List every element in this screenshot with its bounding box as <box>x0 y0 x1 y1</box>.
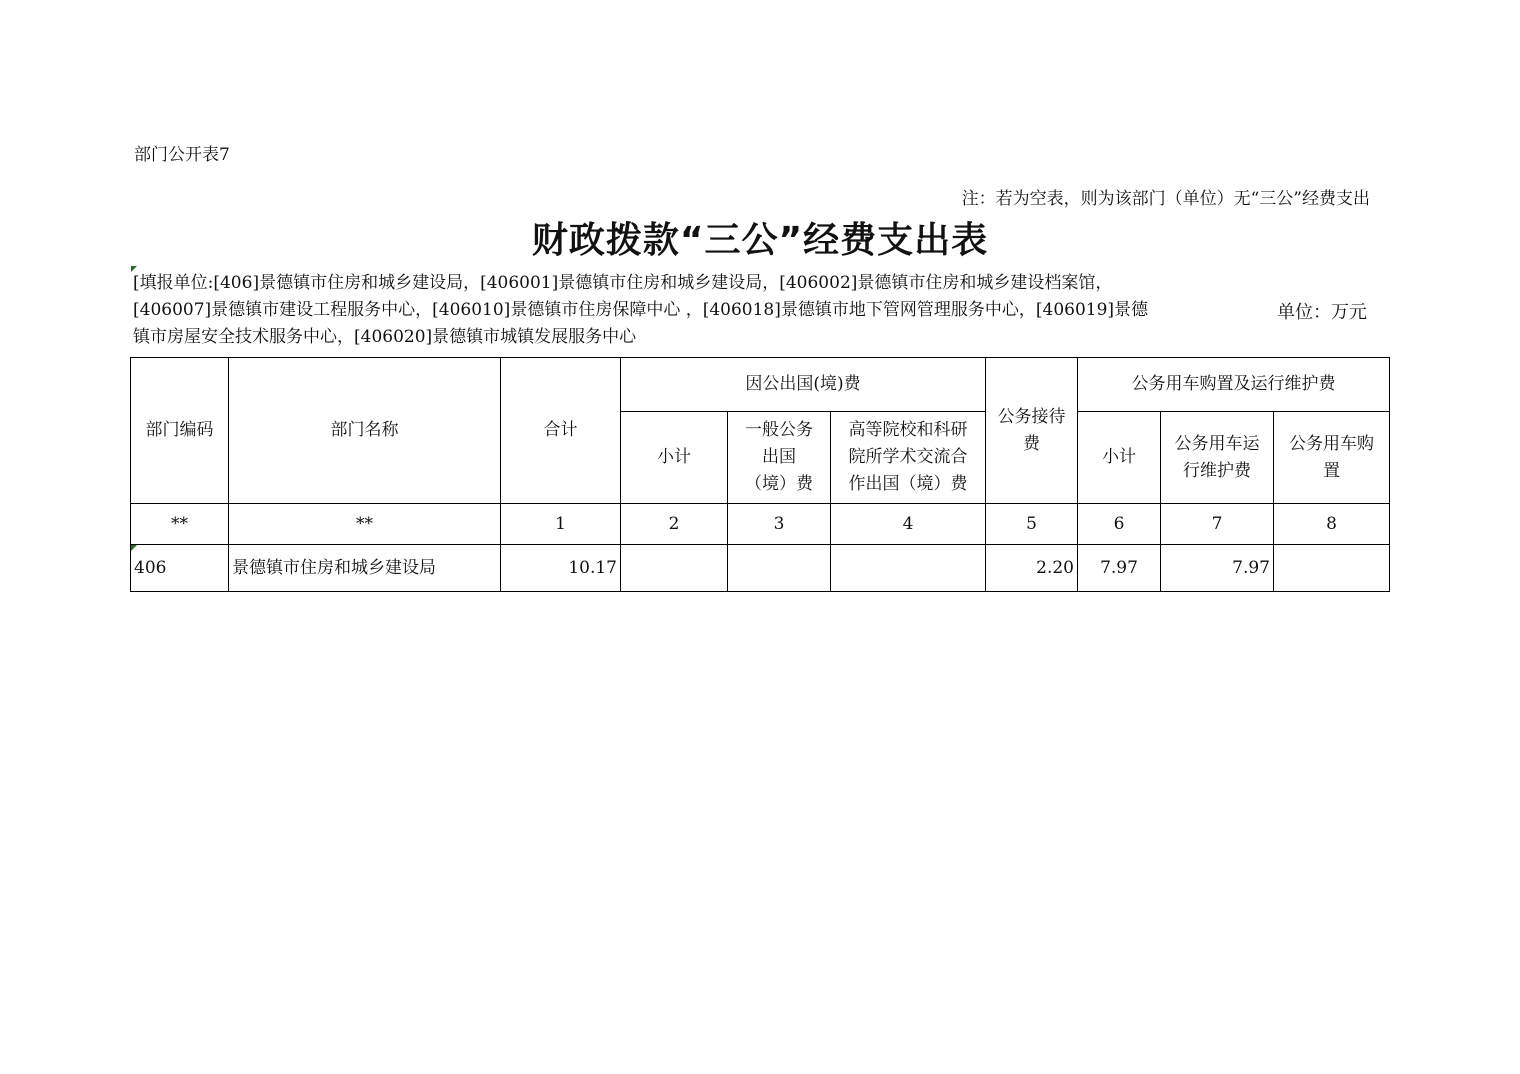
three-public-expense-table <box>130 357 1390 592</box>
index-cell: 7 <box>1161 504 1274 545</box>
empty-table-note: 注：若为空表，则为该部门（单位）无“三公”经费支出 <box>961 189 1370 209</box>
cell-abroad-academic <box>831 545 986 592</box>
index-cell: ** <box>229 504 501 545</box>
header-vehicle-group: 公务用车购置及运行维护费 <box>1078 358 1390 412</box>
header-abroad-group: 因公出国(境)费 <box>621 358 986 412</box>
cell-reception: 2.20 <box>986 545 1078 592</box>
header-row-1 <box>131 358 1390 412</box>
cell-total: 10.17 <box>501 545 621 592</box>
cell-dept-code: 406 <box>131 545 229 592</box>
cell-dept-name: 景德镇市住房和城乡建设局 <box>229 545 501 592</box>
header-total: 合计 <box>501 358 621 504</box>
header-abroad-general: 一般公务 出国 （境）费 <box>728 412 831 504</box>
index-cell: 8 <box>1274 504 1390 545</box>
page-title: 财政拨款“三公”经费支出表 <box>531 220 989 261</box>
header-dept-name: 部门名称 <box>229 358 501 504</box>
header-dept-code: 部门编码 <box>131 358 229 504</box>
header-abroad-academic: 高等院校和科研 院所学术交流合 作出国（境）费 <box>831 412 986 504</box>
header-abroad-subtotal: 小计 <box>621 412 728 504</box>
header-vehicle-subtotal: 小计 <box>1078 412 1161 504</box>
index-cell: 4 <box>831 504 986 545</box>
index-cell: 1 <box>501 504 621 545</box>
index-cell: 3 <box>728 504 831 545</box>
cell-abroad-subtotal <box>621 545 728 592</box>
index-cell: ** <box>131 504 229 545</box>
table-row <box>131 545 1390 592</box>
header-vehicle-purchase: 公务用车购 置 <box>1274 412 1390 504</box>
header-vehicle-operation: 公务用车运 行维护费 <box>1161 412 1274 504</box>
header-reception: 公务接待 费 <box>986 358 1078 504</box>
cell-abroad-general <box>728 545 831 592</box>
unit-label: 单位：万元 <box>1277 301 1367 323</box>
index-cell: 2 <box>621 504 728 545</box>
cell-vehicle-operation: 7.97 <box>1161 545 1274 592</box>
cell-vehicle-purchase <box>1274 545 1390 592</box>
filling-unit-text: [填报单位:[406]景德镇市住房和城乡建设局，[406001]景德镇市住房和城乡建设局，[406002]景德镇市住房和城乡建设档案馆， [406007]景德镇市建设工程服务中心，[406010]景德镇市住房保障中心 ，[406018]景德镇市地下管网管理服务中心，[406019]景德 镇市房屋安全技术服务中心，[406020]景德镇市城镇发展服务中心 <box>133 270 1269 351</box>
index-cell: 5 <box>986 504 1078 545</box>
index-row <box>131 504 1390 545</box>
sheet-label: 部门公开表7 <box>134 145 230 165</box>
filler-unit-row <box>133 270 1389 351</box>
cell-vehicle-subtotal: 7.97 <box>1078 545 1161 592</box>
index-cell: 6 <box>1078 504 1161 545</box>
